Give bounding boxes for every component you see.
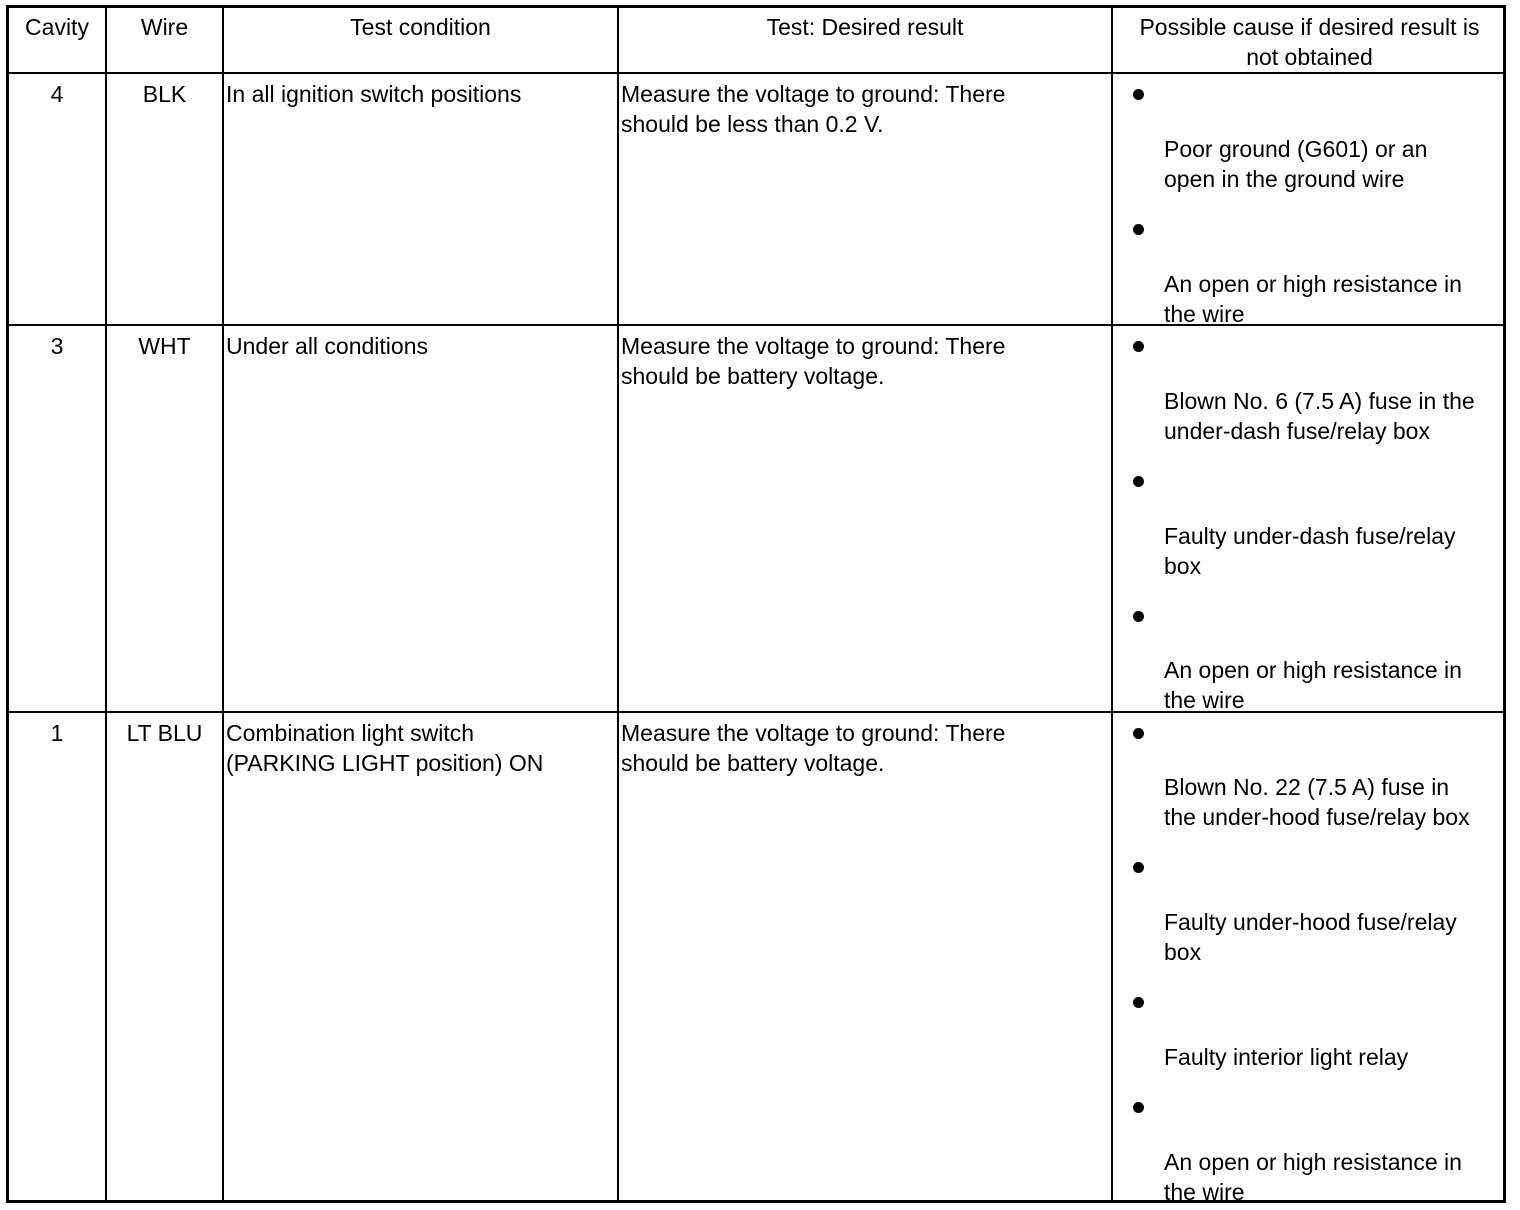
column-divider [105,8,107,1200]
header-possible-cause [1113,12,1506,72]
header-wire: Wire [140,14,189,40]
cause-line: Faulty under-hood fuse/relay [1164,909,1457,935]
cause-line: the under-hood fuse/relay box [1164,804,1470,830]
bullet-icon [1133,728,1144,739]
cause-line: Faulty under-dash fuse/relay [1164,523,1456,549]
cause-line: open in the ground wire [1164,166,1405,192]
cell-test-condition [226,718,543,778]
cell-wire: LT BLU [126,720,203,746]
row-divider [9,72,1503,74]
condition-line: Under all conditions [226,333,429,359]
cause-line: Blown No. 22 (7.5 A) fuse in [1164,774,1450,800]
cause-line: box [1164,939,1202,965]
bullet-icon [1133,1102,1144,1113]
bullet-icon [1133,611,1144,622]
column-divider [222,8,224,1200]
header-possible-cause-line2: not obtained [1246,44,1373,70]
cell-desired-result [621,331,1005,391]
cause-line: the wire [1164,301,1245,327]
header-desired-result: Test: Desired result [766,14,964,40]
cause-item [1164,386,1475,446]
cause-item [1164,1147,1462,1207]
result-line: should be battery voltage. [621,750,885,776]
cell-desired-result [621,718,1005,778]
bullet-icon [1133,862,1144,873]
cause-line: box [1164,553,1202,579]
column-divider [617,8,619,1200]
cell-test-condition [226,331,428,361]
cause-item [1164,1042,1408,1072]
cause-line: An open or high resistance in [1164,657,1462,683]
cause-item [1164,772,1470,832]
result-line: Measure the voltage to ground: There [621,720,1006,746]
bullet-icon [1133,476,1144,487]
condition-line: In all ignition switch positions [226,81,522,107]
cell-wire: BLK [142,81,187,107]
cause-item [1164,521,1456,581]
bullet-icon [1133,997,1144,1008]
column-divider [1111,8,1113,1200]
cause-line: the wire [1164,687,1245,713]
condition-line: (PARKING LIGHT position) ON [226,750,544,776]
header-possible-cause-line1: Possible cause if desired result is [1139,14,1480,40]
cause-line: under-dash fuse/relay box [1164,418,1430,444]
bullet-icon [1133,224,1144,235]
bullet-icon [1133,341,1144,352]
troubleshooting-table [6,5,1506,1203]
cause-item [1164,134,1427,194]
cell-cavity: 1 [50,720,64,746]
cause-line: the wire [1164,1179,1245,1205]
cell-desired-result [621,79,1005,139]
cause-line: An open or high resistance in [1164,271,1462,297]
cell-wire: WHT [138,333,191,359]
cause-item [1164,907,1457,967]
cause-line: Blown No. 6 (7.5 A) fuse in the [1164,388,1475,414]
cause-line: Faulty interior light relay [1164,1044,1409,1070]
cell-cavity: 4 [50,81,64,107]
result-line: Measure the voltage to ground: There [621,333,1006,359]
condition-line: Combination light switch [226,720,475,746]
cause-item [1164,269,1462,329]
cause-line: Poor ground (G601) or an [1164,136,1428,162]
result-line: should be less than 0.2 V. [621,111,884,137]
header-cavity: Cavity [25,14,89,40]
cause-line: An open or high resistance in [1164,1149,1462,1175]
cell-test-condition [226,79,521,109]
header-test-condition: Test condition [350,14,491,40]
bullet-icon [1133,89,1144,100]
result-line: should be battery voltage. [621,363,885,389]
cell-cavity: 3 [50,333,64,359]
result-line: Measure the voltage to ground: There [621,81,1006,107]
cause-item [1164,655,1462,715]
